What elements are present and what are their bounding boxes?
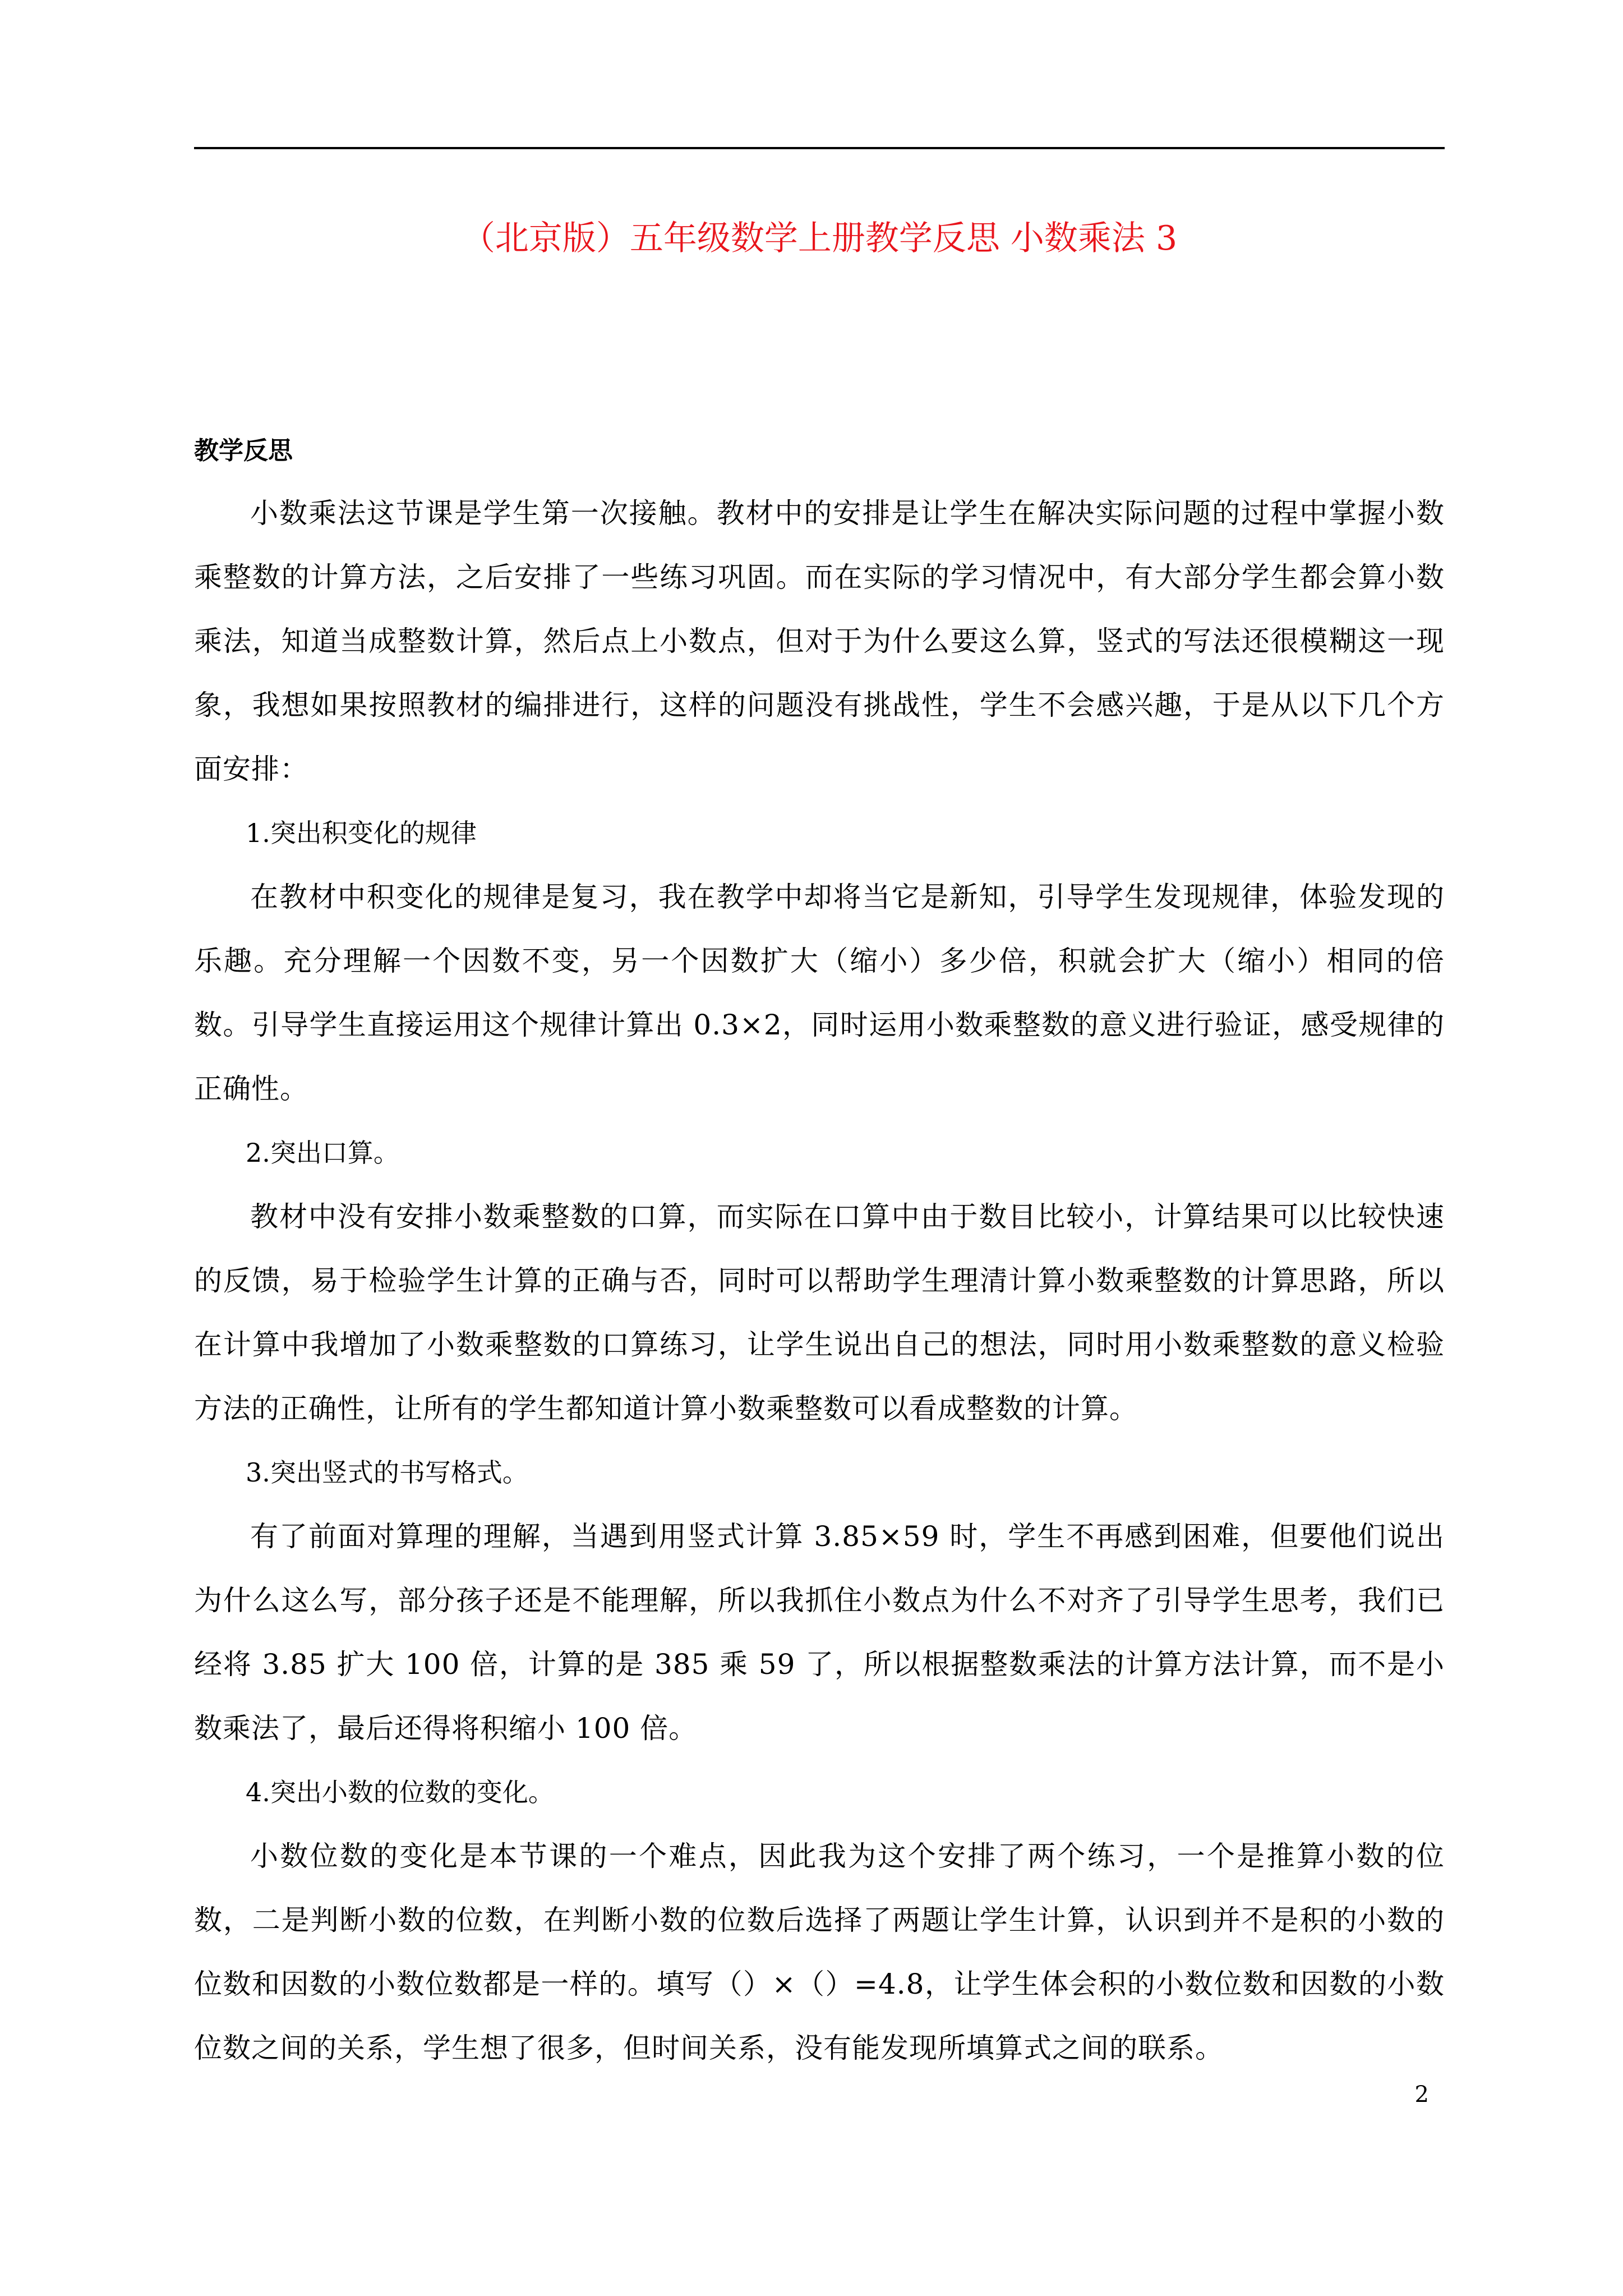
item-heading-1: 1.突出积变化的规律 — [246, 818, 477, 848]
document-body — [194, 421, 1445, 2080]
item-heading-2: 2.突出口算。 — [246, 1138, 399, 1168]
page-number: 2 — [1414, 2082, 1429, 2108]
item-body-1: 在教材中积变化的规律是复习，我在教学中却将当它是新知，引导学生发现规律，体验发现的乐趣。充分理解一个因数不变，另一个因数扩大（缩小）多少倍，积就会扩大（缩小）相同的倍数。引导学生直接运用这个规律计算出 0.3×2，同时运用小数乘整数的意义进行验证，感受规律的正确性。 — [194, 881, 1445, 1105]
item-body-3: 有了前面对算理的理解，当遇到用竖式计算 3.85×59 时，学生不再感到困难，但要他们说出为什么这么写，部分孩子还是不能理解，所以我抓住小数点为什么不对齐了引导学生思考，我们已经将 3.85 扩大 100 倍，计算的是 385 乘 59 了，所以根据整数乘法的计算方法计算，而不是小数乘法了，最后还得将积缩小 100 倍。 — [194, 1520, 1445, 1745]
item-heading-3: 3.突出竖式的书写格式。 — [246, 1457, 528, 1488]
document-title: （北京版）五年级数学上册教学反思 小数乘法 3 — [461, 219, 1178, 258]
item-body-4: 小数位数的变化是本节课的一个难点，因此我为这个安排了两个练习，一个是推算小数的位数，二是判断小数的位数，在判断小数的位数后选择了两题让学生计算，认识到并不是积的小数的位数和因数的小数位数都是一样的。填写（）×（）=4.8，让学生体会积的小数位数和因数的小数位数之间的关系，学生想了很多，但时间关系，没有能发现所填算式之间的联系。 — [194, 1840, 1445, 2064]
item-body-2: 教材中没有安排小数乘整数的口算，而实际在口算中由于数目比较小，计算结果可以比较快速的反馈，易于检验学生计算的正确与否，同时可以帮助学生理清计算小数乘整数的计算思路，所以在计算中我增加了小数乘整数的口算练习，让学生说出自己的想法，同时用小数乘整数的意义检验方法的正确性，让所有的学生都知道计算小数乘整数可以看成整数的计算。 — [194, 1200, 1445, 1425]
header-rule — [194, 147, 1445, 149]
section-heading: 教学反思 — [194, 436, 293, 465]
item-heading-4: 4.突出小数的位数的变化。 — [246, 1777, 554, 1807]
intro-paragraph: 小数乘法这节课是学生第一次接触。教材中的安排是让学生在解决实际问题的过程中掌握小数乘整数的计算方法，之后安排了一些练习巩固。而在实际的学习情况中，有大部分学生都会算小数乘法，知道当成整数计算，然后点上小数点，但对于为什么要这么算，竖式的写法还很模糊这一现象，我想如果按照教材的编排进行，这样的问题没有挑战性，学生不会感兴趣，于是从以下几个方面安排： — [194, 497, 1445, 785]
